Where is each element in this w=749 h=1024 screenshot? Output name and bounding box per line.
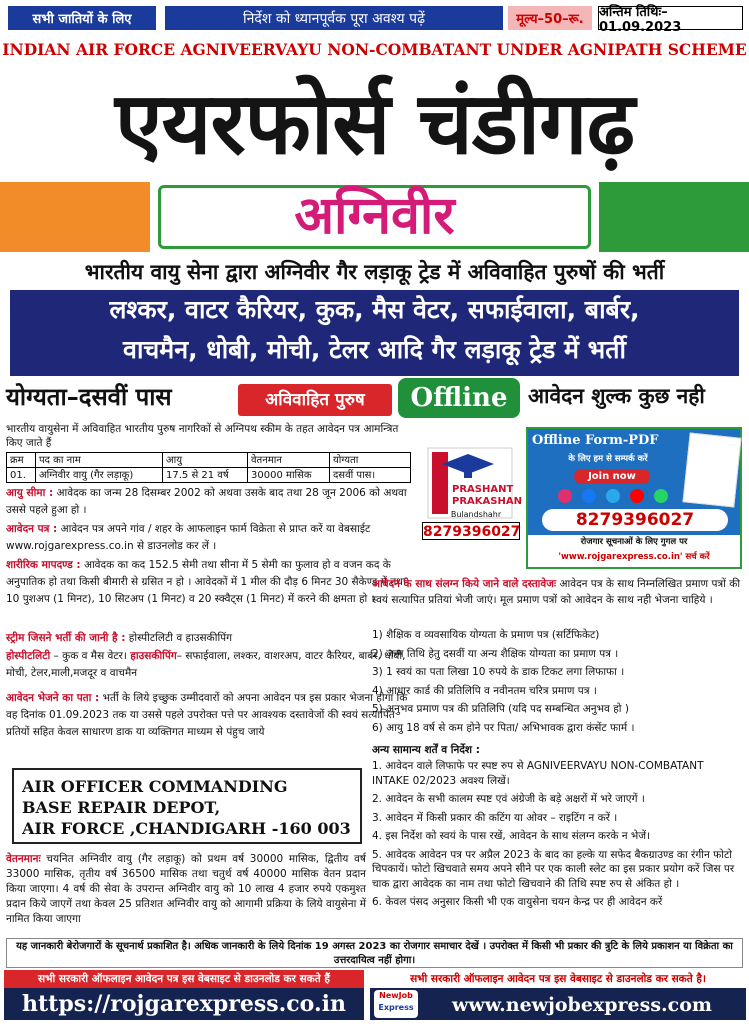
- send-text: भर्ती के लिये इच्छुक उम्मीदवारों को अपना आवेदन पत्र इस प्रकार भेजना होगा कि वह दिनांक 01.09.2023 तक या उससे पहले उपरोक्त पत्ते पर आवश्यक दस्तावेजों की स्वयं सत्यापित प्रतियों सहित केवल साधारण डाक या व्यक्तिगत माध्यम से पंहुच जाये: [6, 692, 408, 738]
- ad-title: Offline Form-PDF: [532, 433, 659, 448]
- offline-form-ad: [526, 427, 742, 569]
- table-row: [7, 468, 411, 483]
- form-thumbnail: [682, 432, 741, 507]
- stream-label: स्ट्रीम जिसने भर्ती की जानी है :: [6, 632, 126, 644]
- address-line: AIR OFFICER COMMANDING: [22, 777, 288, 796]
- documents-list: [372, 626, 744, 737]
- list-item: 1. आवेदन वाले लिफाफे पर स्पष्ट रुप से AGNIVEERVAYU NON-COMBATANT INTAKE 02/2023 अवश्य लिखें।: [372, 760, 704, 787]
- ad-google-text: रोजगार सूचनाओं के लिए गुगल पर: [580, 537, 688, 547]
- footer-right: [370, 970, 746, 1020]
- main-title: एयरफोर्स चंडीगढ़: [115, 74, 634, 174]
- price-label: मूल्य–50–रू.: [508, 6, 592, 30]
- trade-detail-para: [6, 648, 414, 682]
- table-cell: 17.5 से 21 वर्ष: [163, 468, 248, 483]
- form-para: [6, 521, 414, 555]
- prakashan-city: Bulandshahr: [450, 510, 502, 519]
- no-fee-label: आवेदन शुल्क कुछ नही: [528, 384, 705, 408]
- documents-para: [372, 576, 744, 608]
- age-limit-text: आवेदक का जन्म 28 दिसम्बर 2002 को अथवा उसके बाद तथा 28 जून 2006 को अथवा उससे पहले हुआ हो ।: [6, 487, 407, 516]
- ad-phone: 8279396027: [542, 509, 728, 531]
- footer-right-banner: सभी सरकारी ऑफलाइन आवेदन पत्र इस वेबसाइट से डाउनलोड कर सकते है।: [370, 970, 746, 988]
- salary-text: चयनित अग्निवीर वायु (गैर लड़ाकू) को प्रथम वर्ष 30000 मासिक, द्वितीय वर्ष 33000 मासिक, तृतीय वर्ष 36500 मासिक तथा चतुर्थ वर्ष 40000 मासिक वेतन प्रदान किया जाएगा। 4 वर्ष की सेवा के उपरान्त अग्निवीर वायु को 10 लाख 4 हजार रुपये एकमुश्त प्रदान किये जाएगें तथा केवल 25 प्रतिशत अग्निवीर वायु को आगामी प्रक्रिया के लिये वायुसेना में नामित किया जाएगा: [6, 853, 366, 925]
- logo-text-2: Express: [378, 1003, 414, 1012]
- age-limit-para: [6, 485, 414, 519]
- list-item: 6) आयु 18 वर्ष से कम होने पर पिता/ अभिभावक द्वारा कंसेंट फार्म ।: [372, 721, 635, 734]
- rojgarexpress-link[interactable]: https://rojgarexpress.co.in: [22, 991, 346, 1017]
- list-item: 2. आवेदन के सभी कालम स्पष्ट एवं अंग्रेजी के बड़े अक्षरों में भरे जाएगें ।: [372, 793, 645, 805]
- whatsapp-icon: [654, 489, 668, 503]
- rules-label: अन्य सामान्य शर्तें व निर्देश :: [372, 744, 480, 756]
- trades-banner: [10, 290, 739, 376]
- physical-label: शारीरिक मापदण्ड :: [6, 559, 81, 571]
- facebook-icon: [582, 489, 596, 503]
- stream-para: [6, 630, 414, 647]
- scheme-title: INDIAN AIR FORCE AGNIVEERVAYU NON-COMBATANT UNDER AGNIPATH SCHEME: [0, 38, 749, 62]
- form-label: आवेदन पत्र :: [6, 523, 58, 535]
- documents-label: आवेदन के साथ संलग्न किये जाने वाले दस्तावेजः: [372, 578, 557, 590]
- ad-site-text: 'www.rojgarexpress.co.in' सर्च करें: [558, 552, 710, 562]
- table-header-cell: वेतनमान: [248, 453, 330, 468]
- intro-text: भारतीय वायुसेना में अविवाहित भारतीय पुरुष नागरिकों से अग्निपथ स्कीम के तहत आवेदन पत्र आमन्त्रित किए जाते हैं: [6, 423, 399, 449]
- rules-list: [372, 759, 744, 910]
- sub-heading: भारतीय वायु सेना द्वारा अग्निवीर गैर लड़ाकू ट्रेड में अविवाहित पुरुषों की भर्ती: [84, 260, 665, 284]
- address-line: BASE REPAIR DEPOT,: [22, 798, 221, 817]
- list-item: 6. केवल पंसद अनुसार किसी भी एक वायुसेना चयन केन्द्र पर ही आवेदन करें: [372, 896, 663, 908]
- eligibility-label: योग्यता–दसवीं पास: [6, 383, 172, 411]
- stream-text: होस्पीटलिटी व हाउसकीपिंग: [125, 632, 233, 644]
- age-limit-label: आयु सीमा :: [6, 487, 54, 499]
- salary-label: वेतनमानः: [6, 853, 41, 865]
- list-item: 3) 1 स्वयं का पता लिखा 10 रुपये के डाक टिकट लगा लिफाफा ।: [372, 666, 625, 678]
- read-instructions-label: निर्देश को ध्यानपूर्वक पूरा अवश्य पढ़ें: [165, 6, 503, 30]
- offline-badge: Offline: [398, 378, 520, 418]
- documents-text: आवेदन पत्र के साथ निम्नलिखित प्रमाण पत्रों की स्वयं सत्यापित प्रतियां भेजी जाएं। मूल प्रमाण पत्रों को आवेदन के साथ नही भेजना चाहिये ।: [372, 578, 741, 606]
- physical-para: [6, 557, 414, 608]
- ad-subtitle: के लिए हम से सम्पर्क करें: [568, 454, 648, 464]
- last-date-label: अन्तिम तिथिः–01.09.2023: [598, 6, 743, 30]
- hospitality-text: – कुक व मैस वेटर।: [50, 650, 131, 662]
- prakashan-phone: 8279396027: [423, 524, 521, 540]
- address-line: AIR FORCE ,CHANDIGARH -160 003: [22, 819, 351, 838]
- list-item: 4. इस निर्देश को स्वयं के पास रखें, आवेदन के साथ संलग्न करके न भेजें।: [372, 830, 651, 842]
- posts-table: [6, 452, 411, 483]
- table-header-cell: आयु: [163, 453, 248, 468]
- send-label: आवेदन भेजने का पता :: [6, 692, 100, 704]
- table-header-cell: क्रम: [7, 453, 36, 468]
- footer-left-banner: सभी सरकारी ऑफलाइन आवेदन पत्र इस वेबसाइट से डाउनलोड कर सकते हैं: [4, 970, 364, 988]
- instagram-icon: [558, 489, 572, 503]
- form-text: आवेदन पत्र अपने गांव / शहर के आफलाइन फार्म विक्रेता से प्राप्त करें या वेबसाईट www.rojgarexpress.co.in से डाउनलोड कर लें ।: [6, 523, 371, 552]
- table-cell: 30000 मासिक: [248, 468, 330, 483]
- trades-line-2: वाचमैन, धोबी, मोची, टेलर आदि गैर लड़ाकू ट्रेड में भर्ती: [123, 335, 626, 364]
- trades-line-1: लश्कर, वाटर कैरियर, कुक, मैस वेटर, सफाईवाला, बार्बर,: [109, 295, 640, 324]
- table-cell: अग्निवीर वायु (गैर लड़ाकू): [36, 468, 163, 483]
- disclaimer-note: यह जानकारी बेरोजगारों के सूचनार्थ प्रकाशित है। अधिक जानकारी के लिये दिनांक 19 अगस्त 2023 का रोजगार समाचार देखें । उपरोक्त में किसी भी प्रकार की त्रुटि के लिये प्रकाशन या विक्रेता का उत्तरदायित्व नहीं होगा।: [6, 938, 743, 968]
- hospitality-label: होस्पीटलिटी: [6, 650, 51, 662]
- table-header-cell: योग्यता: [330, 453, 411, 468]
- prakashan-name-1: PRASHANT: [452, 484, 514, 495]
- unmarried-badge: अविवाहित पुरुष: [238, 384, 392, 416]
- address-box: [12, 768, 362, 844]
- prakashan-name-2: PRAKASHAN: [452, 496, 522, 507]
- telegram-icon: [606, 489, 620, 503]
- housekeeping-label: हाउसकीपिंग: [130, 650, 177, 662]
- table-cell: 01.: [7, 468, 36, 483]
- logo-text-1: NewJob: [379, 991, 413, 1000]
- list-item: 5) अनुभव प्रमाण पत्र की प्रतिलिपि (यदि पद सम्बन्धित अनुभव हो ): [372, 703, 629, 715]
- footer-left: [4, 970, 364, 1020]
- for-all-castes-label: सभी जातियों के लिए: [8, 6, 156, 30]
- agniveer-heading: अग्निवीर: [158, 185, 591, 249]
- youtube-icon: [630, 489, 644, 503]
- table-header-row: [7, 453, 411, 468]
- housekeeping-text: – सफाईवाला, लश्कर, वाशरअप, वाटर कैरियर, बार्बर, धोबी, मोची, टेलर,माली,मजदूर व वाचमैन: [6, 650, 406, 679]
- list-item: 1) शैक्षिक व व्यवसायिक योग्यता के प्रमाण पत्र (सर्टिफिकेट): [372, 629, 600, 641]
- newjob-express-logo: [374, 990, 418, 1018]
- physical-text: आवेदक का कद 152.5 सेमी तथा सीना में 5 सेमी का फुलाव हो व वजन कद के अनुपातिक हो तथा किसी बीमारी से ग्रसित न हो । आवेदकों में 1 मील की दौड़ 6 मिनट 30 सैकेण्ड में तथा 10 पुशअप (1 मिनट), 10 सिटअप (1 मिनट) व 20 स्क्वैट्स (1 मिनट) में करने की क्षमता हो ।: [6, 559, 406, 605]
- list-item: 2) जन्म तिथि हेतु दसवीं या अन्य शैक्षिक योग्यता का प्रमाण पत्र ।: [372, 647, 619, 660]
- social-icons: [558, 489, 668, 505]
- join-now-button[interactable]: Join now: [574, 469, 650, 484]
- list-item: 3. आवेदन में किसी प्रकार की कटिंग या ओवर – राइटिंग न करें ।: [372, 811, 618, 824]
- send-address-para: [6, 690, 414, 741]
- table-header-cell: पद का नाम: [36, 453, 163, 468]
- salary-para: [6, 852, 366, 927]
- list-item: 4) आधार कार्ड की प्रतिलिपि व नवीनतम चरित्र प्रमाण पत्र ।: [372, 684, 597, 697]
- table-cell: दसवीं पास।: [330, 468, 411, 483]
- list-item: 5. आवेदक आवेदन पत्र पर अप्रैल 2023 के बाद का हल्के या सफेद बैकग्राउण्ड का रंगीन फोटो चिपकायें। फोटो खिचवाते समय अपने सीने पर एक काली स्लेट का इस प्रकार प्रयोग करें जिस पर चाक द्वारा आवेदक का नाम तथा फोटो खिचवाने की तिथि स्पष्ट रुप से अंकित हो ।: [372, 848, 735, 890]
- newjobexpress-link[interactable]: www.newjobexpress.com: [451, 994, 713, 1016]
